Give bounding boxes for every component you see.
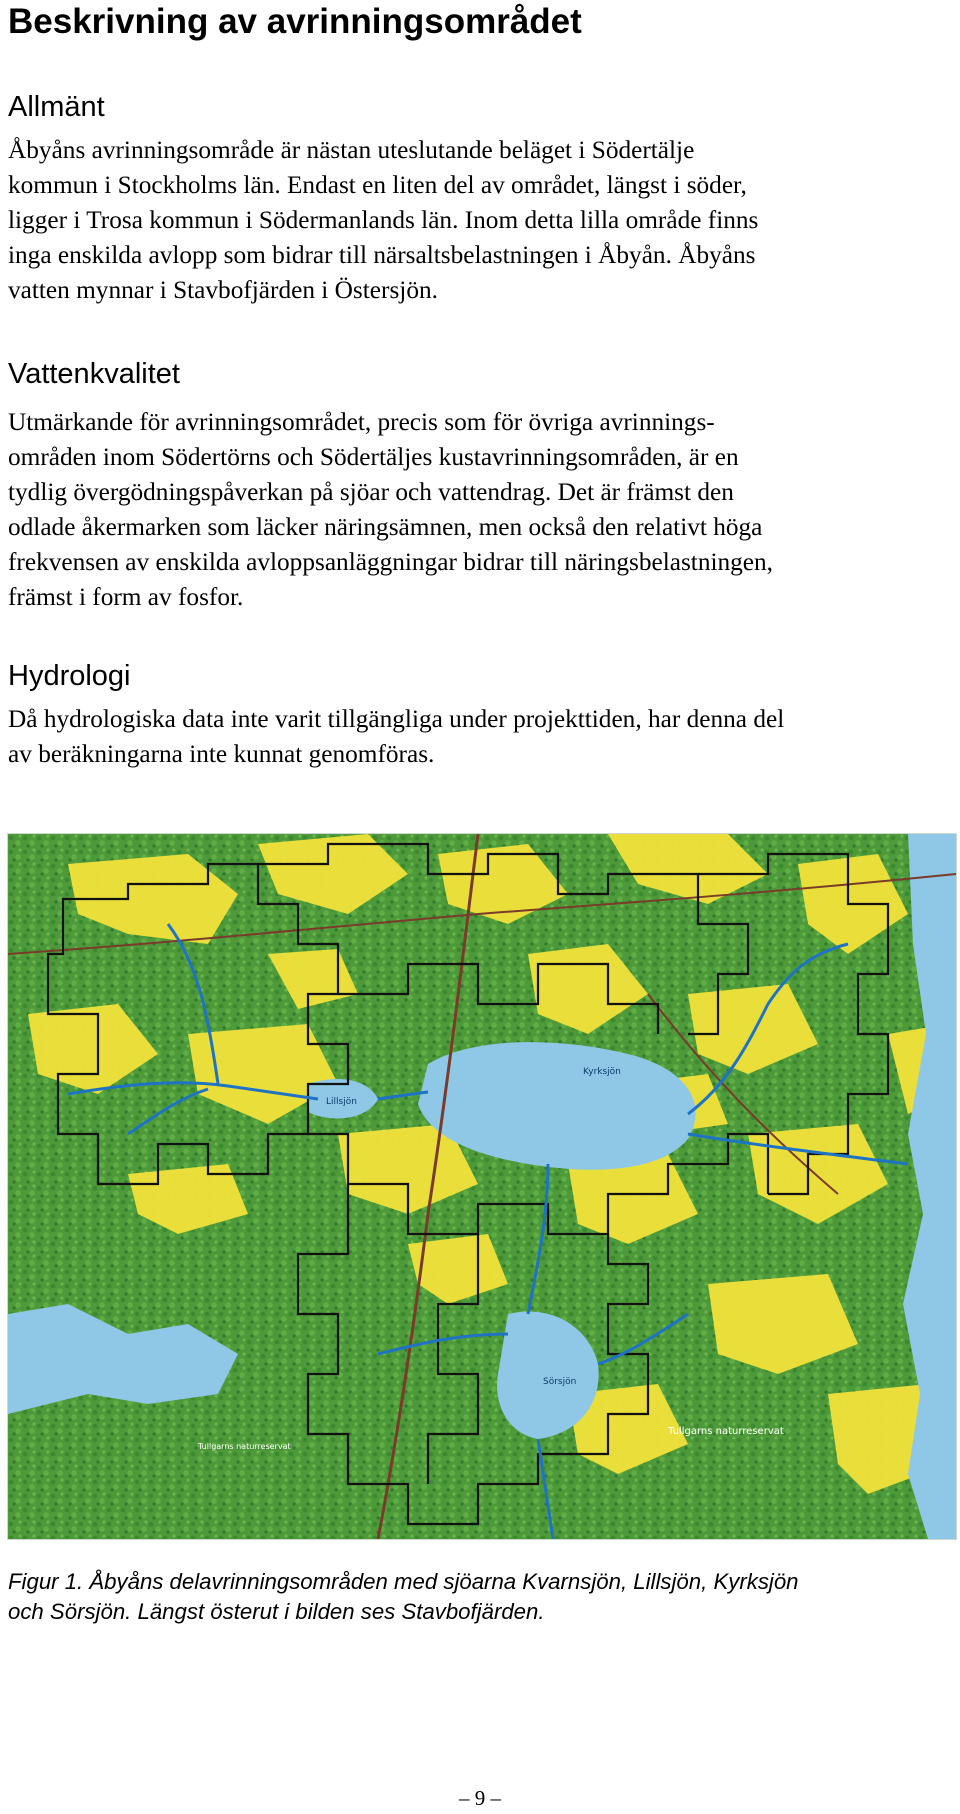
catchment-map: [7, 833, 957, 1540]
catchment-map-svg: [8, 834, 956, 1539]
page-title: Beskrivning av avrinningsområdet: [8, 2, 582, 41]
page-number: – 9 –: [459, 1786, 501, 1810]
paragraph-hydrologi: Då hydrologiska data inte varit tillgängliga under projekttiden, har denna del av beräkningarna inte kunnat genomföras.: [8, 705, 785, 768]
label-reserve-east: Tullgarns naturreservat: [668, 1426, 784, 1437]
label-lillsjon: Lillsjön: [326, 1097, 357, 1107]
heading-allmant: Allmänt: [8, 91, 105, 123]
paragraph-vattenkvalitet: Utmärkande för avrinningsområdet, precis som för övriga avrinnings- områden inom Södertörns och Södertäljes kustavrinningsområden, är en tydlig övergödningspåverkan på sjöar och vattendrag. Det är främst den odlade åkermarken som läcker näringsämnen, men också den relativt höga frekvensen av enskilda avloppsanläggningar bidrar till näringsbelastningen, främst i form av fosfor.: [8, 408, 774, 611]
paragraph-allmant: Åbyåns avrinningsområde är nästan uteslutande beläget i Södertälje kommun i Stockholms län. Endast en liten del av området, längst i söder, ligger i Trosa kommun i Södermanlands län. Inom detta lilla område finns inga enskilda avlopp som bidrar till närsaltsbelastningen i Åbyån. Åbyåns vatten mynnar i Stavbofjärden i Östersjön.: [8, 136, 759, 304]
label-sorsjon: Sörsjön: [543, 1377, 577, 1387]
label-kyrksjon: Kyrksjön: [583, 1067, 621, 1077]
heading-hydrologi: Hydrologi: [8, 660, 131, 692]
heading-vattenkvalitet: Vattenkvalitet: [8, 358, 180, 390]
label-reserve-southwest: Tullgarns naturreservat: [198, 1442, 291, 1451]
figure-caption: Figur 1. Åbyåns delavrinningsområden med sjöarna Kvarnsjön, Lillsjön, Kyrksjön och Sörsjön. Längst österut i bilden ses Stavbofjärden.: [8, 1569, 799, 1624]
